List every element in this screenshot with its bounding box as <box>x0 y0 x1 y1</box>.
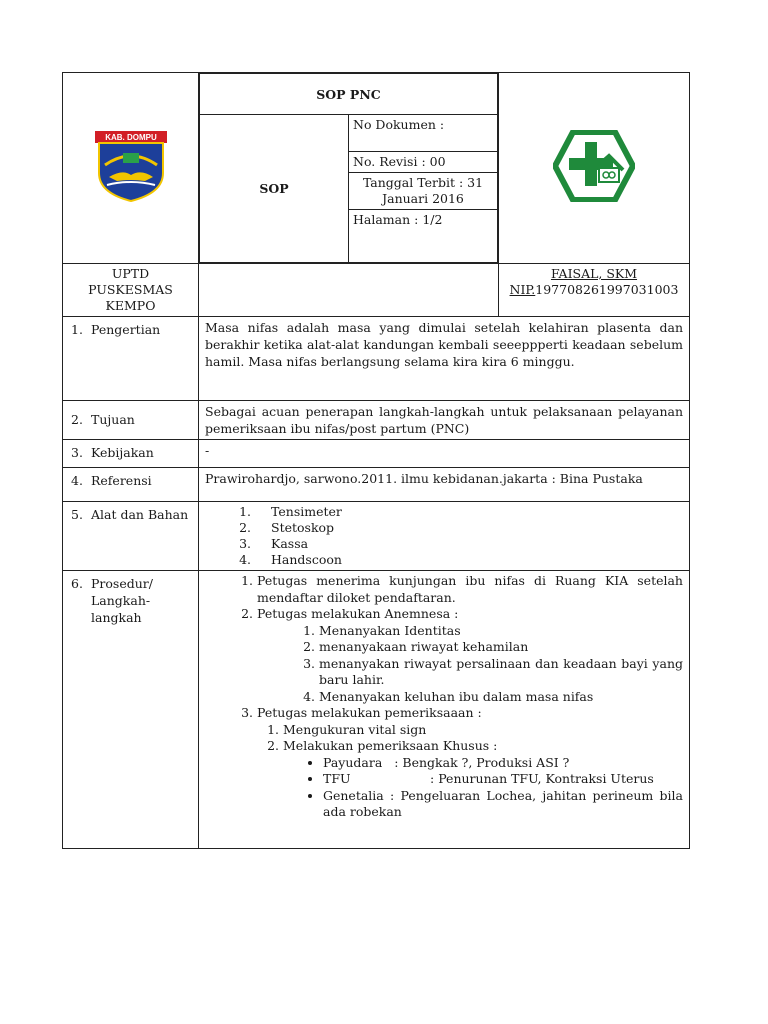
kab-dompu-logo-icon <box>93 129 169 203</box>
list-item: 2. Melakukan pemeriksaan Khusus : <box>283 738 683 755</box>
list-item: • TFU : Penurunan TFU, Kontraksi Uterus <box>323 771 683 788</box>
row-label-tujuan: 2. Tujuan <box>63 401 199 440</box>
list-item: 2. menanyakaan riwayat kehamilan <box>319 639 683 656</box>
pengertian-text: Masa nifas adalah masa yang dimulai setelah kelahiran plasenta dan berakhir ketika alat-alat kandungan kembali seeeppperti keadaan sebelum hamil. Masa nifas berlangsung selama kira kira 6 minggu. <box>199 317 690 401</box>
org-line-1: UPTD <box>111 266 150 281</box>
prosedur-steps <box>205 573 683 755</box>
anamnesa-list <box>257 623 683 706</box>
list-item: 1. Mengukuran vital sign <box>283 722 683 739</box>
list-item: • Payudara : Bengkak ?, Produksi ASI ? <box>323 755 683 772</box>
prosedur-cell <box>199 571 690 849</box>
pemeriksaan-list <box>257 722 683 755</box>
referensi-text: Prawirohardjo, sarwono.2011. ilmu kebidanan.jakarta : Bina Pustaka <box>199 468 690 502</box>
list-item: • Genetalia : Pengeluaran Lochea, jahitan perineum bila ada robekan <box>323 788 683 821</box>
row-label-kebijakan: 3. Kebijakan <box>63 440 199 468</box>
alat-bahan-list-cell <box>199 502 690 571</box>
document-title: SOP PNC <box>200 74 498 115</box>
kebijakan-text: - <box>199 440 690 468</box>
blank-cell <box>199 264 499 317</box>
row-label-pengertian: 1. Pengertian <box>63 317 199 401</box>
meta-no-revisi: No. Revisi : 00 <box>349 152 497 173</box>
puskesmas-logo-icon <box>553 130 635 202</box>
nip-value: 197708261997031003 <box>535 282 679 297</box>
signer <box>499 264 690 317</box>
list-item: 3. Kassa <box>255 536 683 552</box>
left-logo-cell <box>63 73 199 264</box>
list-item: 2. Petugas melakukan Anemnesa : 1. Menanyakan Identitas 2. menanyakaan riwayat kehamilan 3. menanyakan riwayat persalinaan dan keadaan bayi yang baru lahir. 4. Menanyakan keluhan ibu dalam masa nifas <box>257 606 683 705</box>
pemeriksaan-khusus-list <box>205 754 687 821</box>
meta-tanggal-terbit: Tanggal Terbit : 31 Januari 2016 <box>349 173 497 210</box>
row-label-alat-bahan: 5. Alat dan Bahan <box>63 502 199 571</box>
list-item: 2. Stetoskop <box>255 520 683 536</box>
list-item: 4. Menanyakan keluhan ibu dalam masa nifas <box>319 689 683 706</box>
right-logo-cell <box>499 73 690 264</box>
row-label-prosedur: 6. Prosedur/ Langkah-langkah <box>63 571 199 849</box>
logo-text: KAB. DOMPU <box>104 133 157 142</box>
organization <box>63 264 199 317</box>
org-line-3: KEMPO <box>105 298 156 313</box>
list-item: 1. Menanyakan Identitas <box>319 623 683 640</box>
list-item: 1. Petugas menerima kunjungan ibu nifas di Ruang KIA setelah mendaftar diloket pendaftaran. <box>257 573 683 606</box>
list-item: 4. Handscoon <box>255 552 683 568</box>
row-label-referensi: 4. Referensi <box>63 468 199 502</box>
list-item: 1. Tensimeter <box>255 504 683 520</box>
sop-table <box>62 72 690 849</box>
sop-document <box>62 72 689 849</box>
meta-halaman: Halaman : 1/2 <box>353 212 443 227</box>
list-item: 3. menanyakan riwayat persalinaan dan keadaan bayi yang baru lahir. <box>319 656 683 689</box>
alat-bahan-list <box>205 504 683 568</box>
sop-label: SOP <box>200 115 349 263</box>
tujuan-text: Sebagai acuan penerapan langkah-langkah untuk pelaksanaan pelayanan pemeriksaan ibu nifas/post partum (PNC) <box>199 401 690 440</box>
org-line-2: PUSKESMAS <box>88 282 173 297</box>
list-item: 3. Petugas melakukan pemeriksaaan : 1. Mengukuran vital sign 2. Melakukan pemeriksaan Khusus : <box>257 705 683 755</box>
title-and-meta-cell <box>199 73 499 264</box>
nip-label: NIP. <box>509 282 536 297</box>
signer-name: FAISAL, SKM <box>550 266 638 281</box>
meta-no-dokumen: No Dokumen : <box>349 115 497 152</box>
